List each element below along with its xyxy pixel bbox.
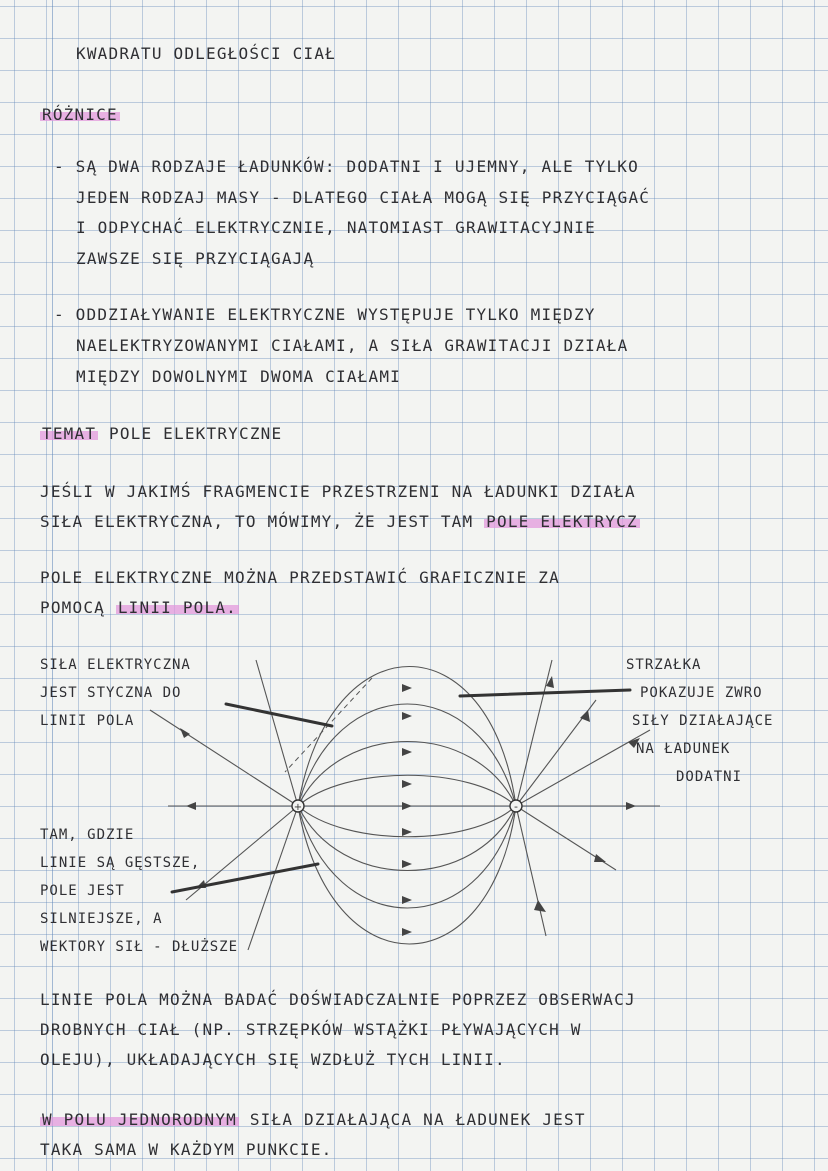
field-line [298,704,516,806]
section-heading-differences: RÓŻNICE [42,105,118,124]
pointer-arrow-direction [460,690,630,696]
right-label-line-4: NA ŁADUNEK [636,741,731,757]
right-label-line-1: STRZAŁKA [626,657,702,673]
right-label-line-5: DODATNI [676,769,743,785]
charge-left-sign: + [293,802,303,813]
arrowhead [580,710,590,722]
arrowhead [402,780,412,788]
footer-line-2: DROBNYCH CIAŁ (NP. STRZĘPKÓW WSTĄŻKI PŁYWAJĄCYCH W [40,1020,582,1039]
arrowhead [534,900,546,912]
topic-label: TEMAT [42,424,97,443]
right-label-line-2: POKAZUJE ZWRO [640,685,763,701]
arrowhead [186,802,196,810]
bottom-label-line-1: TAM, GDZIE [40,827,135,843]
field-line [516,806,546,936]
left-label-line-2: JEST STYCZNA DO [40,685,182,701]
arrowhead [626,802,636,810]
definition-line-2: SIŁA ELEKTRYCZNA, TO MÓWIMY, ŻE JEST TAM POLE ELEKTRYCZ [40,512,638,531]
footer-line-3: OLEJU), UKŁADAJĄCYCH SIĘ WZDŁUŻ TYCH LINII. [40,1050,506,1069]
field-line [298,775,516,806]
bullet-1-line-2: JEDEN RODZAJ MASY - DLATEGO CIAŁA MOGĄ SIĘ PRZYCIĄGAĆ [76,188,651,207]
bottom-label-line-3: POLE JEST [40,883,125,899]
bullet-1-line-1: - SĄ DWA RODZAJE ŁADUNKÓW: DODATNI I UJEMNY, ALE TYLKO [54,157,639,176]
arrowhead [402,896,412,904]
arrowhead [402,928,412,936]
charge-right-sign: - [514,800,518,813]
heading-continuation: KWADRATU ODLEGŁOŚCI CIAŁ [76,44,336,63]
field-line [298,806,516,944]
arrowhead [594,854,606,862]
right-label-line-3: SIŁY DZIAŁAJĄCE [632,713,774,729]
charge-left [292,800,304,813]
field-line [150,710,298,806]
bottom-label-line-2: LINIE SĄ GĘSTSZE, [40,855,201,871]
arrowhead [402,684,412,692]
bottom-label-line-4: SILNIEJSZE, A [40,911,163,927]
field-lines-intro-1: POLE ELEKTRYCZNE MOŻNA PRZEDSTAWIĆ GRAFICZNIE ZA [40,568,560,587]
bullet-2-line-1: - ODDZIAŁYWANIE ELEKTRYCZNE WYSTĘPUJE TYLKO MIĘDZY [54,305,596,324]
arrowhead [402,748,412,756]
left-label-line-1: SIŁA ELEKTRYCZNA [40,657,191,673]
footer-line-1: LINIE POLA MOŻNA BADAĆ DOŚWIADCZALNIE POPRZEZ OBSERWACJ [40,990,636,1009]
arrowhead [180,728,190,738]
footer-line-4: W POLU JEDNORODNYM SIŁA DZIAŁAJĄCA NA ŁADUNEK JEST [42,1110,586,1129]
bottom-label-line-5: WEKTORY SIŁ - DŁUŻSZE [40,939,239,955]
pointer-tangent [226,704,332,726]
field-line [298,806,516,908]
pointer-density [172,864,318,892]
bullet-1-line-3: I ODPYCHAĆ ELEKTRYCZNIE, NATOMIAST GRAWITACYJNIE [76,218,596,237]
left-label-line-3: LINII POLA [40,713,135,729]
bullet-1-line-4: ZAWSZE SIĘ PRZYCIĄGAJĄ [76,249,315,268]
field-line [298,806,516,871]
footer-line-5: TAKA SAMA W KAŻDYM PUNKCIE. [40,1140,333,1159]
field-line [516,660,552,806]
field-line [256,660,298,806]
definition-line-1: JEŚLI W JAKIMŚ FRAGMENCIE PRZESTRZENI NA ŁADUNKI DZIAŁA [40,482,636,501]
arrowhead [402,828,412,836]
bullet-2-line-3: MIĘDZY DOWOLNYMI DWOMA CIAŁAMI [76,367,401,386]
arrowhead [402,802,412,810]
arrowhead [402,860,412,868]
arrowhead [402,712,412,720]
bullet-2-line-2: NAELEKTRYZOWANYMI CIAŁAMI, A SIŁA GRAWITACJI DZIAŁA [76,336,629,355]
field-lines-intro-2: POMOCĄ LINII POLA. [40,598,238,617]
charge-right [510,800,522,813]
pointer-lines [172,690,630,892]
topic-title: POLE ELEKTRYCZNE [109,424,283,443]
